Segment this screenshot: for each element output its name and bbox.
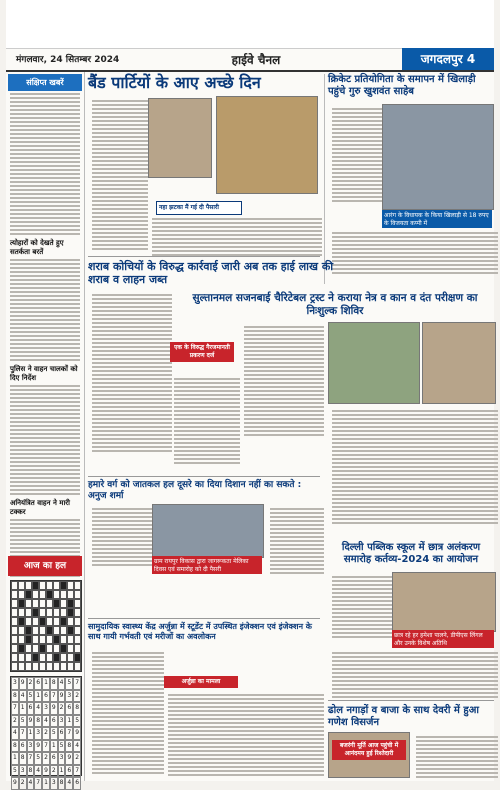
sudoku-cell: 2: [42, 727, 50, 740]
crossword-cell: [60, 590, 67, 599]
crossword-cell: [25, 626, 32, 635]
section-title: हाईवे चैनल: [231, 53, 281, 67]
crossword-cell: [39, 644, 46, 653]
sudoku-cell: 4: [27, 777, 35, 790]
sudoku-cell: 5: [11, 765, 19, 778]
crossword-cell: [18, 608, 25, 617]
sudoku-cell: 7: [50, 690, 58, 703]
crossword-cell: [46, 599, 53, 608]
crossword-cell: [18, 581, 25, 590]
crossword-cell: [74, 662, 81, 671]
crossword-cell: [46, 608, 53, 617]
sudoku-cell: 1: [50, 740, 58, 753]
crossword-cell: [46, 644, 53, 653]
story-anuj-text-col1: [92, 506, 152, 568]
crossword-cell: [32, 644, 39, 653]
section-rule: [88, 256, 320, 257]
sudoku-cell: 3: [65, 690, 73, 703]
sudoku-cell: 1: [27, 727, 35, 740]
sudoku-cell: 7: [19, 727, 27, 740]
sudoku-cell: 4: [19, 690, 27, 703]
crossword-cell: [67, 644, 74, 653]
sudoku-cell: 3: [11, 677, 19, 690]
crossword-cell: [53, 626, 60, 635]
eye-camp-photo-2: [422, 322, 496, 404]
cricket-photo: [382, 104, 494, 210]
brief-text-2: [10, 259, 80, 361]
sudoku-cell: 5: [19, 715, 27, 728]
sudoku-cell: 3: [42, 702, 50, 715]
story-liquor-headline: शराब कोचियों के विरुद्ध कार्रवाई जारी अब तक हाई लाख की शराब व लाहन जब्त: [88, 260, 334, 286]
sudoku-grid: [10, 676, 82, 786]
crossword-cell: [60, 617, 67, 626]
brief-text-1: [10, 93, 80, 235]
sudoku-cell: 6: [73, 777, 81, 790]
crossword-cell: [39, 599, 46, 608]
crossword-cell: [11, 608, 18, 617]
crossword-cell: [60, 608, 67, 617]
sudoku-cell: 9: [27, 715, 35, 728]
crossword-cell: [32, 653, 39, 662]
crossword-cell: [46, 581, 53, 590]
crossword-cell: [46, 635, 53, 644]
sudoku-cell: 1: [42, 777, 50, 790]
crossword-cell: [18, 626, 25, 635]
crossword-cell: [74, 626, 81, 635]
story-dps-text-col2: [332, 650, 498, 700]
crossword-cell: [74, 581, 81, 590]
section-rule-4: [328, 700, 494, 701]
crossword-cell: [74, 599, 81, 608]
crossword-cell: [11, 581, 18, 590]
crossword-cell: [67, 581, 74, 590]
story-health-text-col1: [92, 650, 164, 776]
crossword-cell: [74, 590, 81, 599]
crossword-cell: [11, 599, 18, 608]
sudoku-cell: 4: [58, 677, 66, 690]
crossword-cell: [60, 626, 67, 635]
story-anuj-headline: हमारे वर्ग को जातकल हल दूसरे का दिया दिशान नहीं का सकते : अनुज शर्मा: [88, 480, 302, 501]
sudoku-cell: 8: [58, 777, 66, 790]
crossword-cell: [39, 635, 46, 644]
crossword-cell: [25, 590, 32, 599]
crossword-cell: [60, 635, 67, 644]
crossword-cell: [39, 617, 46, 626]
crossword-cell: [11, 617, 18, 626]
crossword-cell: [25, 662, 32, 671]
sudoku-cell: 5: [73, 715, 81, 728]
sudoku-cell: 3: [19, 765, 27, 778]
crossword-cell: [18, 662, 25, 671]
crossword-cell: [60, 653, 67, 662]
crossword-cell: [53, 608, 60, 617]
puzzle-answer-heading: आज का हल: [8, 556, 82, 576]
sudoku-cell: 9: [34, 740, 42, 753]
crossword-cell: [25, 581, 32, 590]
sudoku-cell: 8: [50, 677, 58, 690]
crossword-cell: [53, 644, 60, 653]
crossword-cell: [11, 635, 18, 644]
dps-caption: छात्र रहे हर हमेशा पालने, डीपीएस लिंगल और उनके विशेष अतिथि: [392, 630, 494, 648]
crossword-cell: [25, 653, 32, 662]
story-dps-headline: दिल्ली पब्लिक स्कूल में छात्र अलंकरण समारोह कर्तव्य-2024 का आयोजन: [341, 542, 481, 565]
story-cricket-headline: क्रिकेट प्रतियोगिता के समापन में खिलाड़ी पहुंचे गुरु खुशवंत साहेब: [328, 74, 476, 97]
crossword-cell: [60, 581, 67, 590]
sudoku-cell: 7: [65, 727, 73, 740]
left-column: [6, 72, 85, 781]
crossword-cell: [18, 653, 25, 662]
sudoku-cell: 4: [11, 727, 19, 740]
sudoku-cell: 8: [65, 740, 73, 753]
sudoku-cell: 2: [58, 702, 66, 715]
crossword-cell: [74, 635, 81, 644]
crossword-cell: [39, 581, 46, 590]
sudoku-cell: 6: [50, 715, 58, 728]
crossword-cell: [67, 635, 74, 644]
sudoku-cell: 6: [34, 677, 42, 690]
crossword-cell: [32, 590, 39, 599]
sudoku-cell: 7: [73, 765, 81, 778]
liquor-highlight-box: एक के विरुद्ध गैरजमानती प्रकरण दर्ज: [170, 342, 234, 362]
top-margin: [6, 0, 494, 49]
crossword-cell: [11, 662, 18, 671]
sudoku-cell: 7: [73, 677, 81, 690]
sudoku-cell: 6: [50, 752, 58, 765]
sudoku-cell: 9: [42, 765, 50, 778]
column-divider: [324, 74, 325, 284]
sudoku-cell: 2: [11, 715, 19, 728]
sudoku-cell: 1: [34, 690, 42, 703]
crossword-cell: [53, 653, 60, 662]
crossword-cell: [67, 653, 74, 662]
crossword-cell: [67, 608, 74, 617]
sudoku-cell: 5: [27, 690, 35, 703]
sudoku-cell: 9: [73, 727, 81, 740]
crossword-cell: [39, 590, 46, 599]
sudoku-cell: 8: [19, 752, 27, 765]
brief-text-3: [10, 385, 80, 495]
brief-news-heading: संक्षिप्त खबरें: [8, 74, 82, 91]
crossword-cell: [32, 617, 39, 626]
sudoku-cell: 3: [34, 727, 42, 740]
sudoku-cell: 4: [42, 715, 50, 728]
crossword-cell: [46, 626, 53, 635]
sudoku-cell: 7: [11, 702, 19, 715]
sudoku-cell: 8: [11, 740, 19, 753]
sudoku-cell: 3: [27, 740, 35, 753]
brief-subheading-1: त्योहारों को देखते हुए सतर्कता बरतें: [10, 239, 64, 256]
sudoku-cell: 1: [42, 677, 50, 690]
sudoku-cell: 9: [65, 752, 73, 765]
crossword-cell: [25, 599, 32, 608]
story-dps-text-col1: [332, 574, 392, 640]
eye-camp-photo-1: [328, 322, 420, 404]
brief-subheading-2: पुलिस ने वाहन चालकों को दिए निर्देश: [10, 365, 78, 382]
crossword-cell: [32, 599, 39, 608]
sudoku-cell: 9: [11, 777, 19, 790]
story-health-text-col2: [168, 692, 324, 778]
dps-photo: [392, 572, 496, 632]
crossword-cell: [11, 644, 18, 653]
sudoku-cell: 6: [19, 740, 27, 753]
newspaper-page: [6, 0, 494, 786]
sudoku-cell: 1: [65, 715, 73, 728]
crossword-cell: [25, 635, 32, 644]
sudoku-cell: 8: [34, 715, 42, 728]
section-rule-3: [88, 618, 320, 619]
crossword-cell: [39, 608, 46, 617]
crossword-cell: [18, 644, 25, 653]
crossword-cell: [46, 590, 53, 599]
sudoku-cell: 6: [65, 765, 73, 778]
sudoku-cell: 6: [42, 690, 50, 703]
section-rule-2: [88, 476, 320, 477]
sudoku-cell: 5: [58, 740, 66, 753]
crossword-cell: [53, 590, 60, 599]
crossword-cell: [46, 617, 53, 626]
crossword-cell: [11, 590, 18, 599]
story-band-text-col1: [92, 98, 148, 252]
crossword-cell: [32, 581, 39, 590]
sudoku-cell: 1: [11, 752, 19, 765]
crossword-grid: [10, 580, 82, 672]
sudoku-cell: 2: [19, 777, 27, 790]
sudoku-cell: 9: [50, 702, 58, 715]
crossword-cell: [39, 626, 46, 635]
issue-date: मंगलवार, 24 सितम्बर 2024: [16, 55, 120, 65]
sudoku-cell: 3: [50, 777, 58, 790]
sudoku-cell: 4: [34, 765, 42, 778]
story-band-parties-headline: बैंड पार्टियों के आए अच्छे दिन: [88, 73, 261, 92]
sudoku-cell: 3: [58, 715, 66, 728]
sudoku-cell: 7: [34, 777, 42, 790]
health-highlight-box: अर्जुन्ना का मामला: [164, 676, 238, 688]
brief-subheading-3: अनियंत्रित वाहन ने मारी टक्कर: [10, 499, 70, 516]
band-cartoon-illustration: [216, 96, 318, 194]
crossword-cell: [25, 608, 32, 617]
story-liquor-text-col2: [174, 376, 240, 466]
crossword-cell: [60, 662, 67, 671]
story-cricket-text-col2: [332, 230, 498, 276]
crossword-cell: [25, 644, 32, 653]
sudoku-cell: 2: [73, 752, 81, 765]
crossword-cell: [67, 599, 74, 608]
sudoku-cell: 8: [11, 690, 19, 703]
cricket-caption: आरंग के विधायक के किया खिलाड़ी से 18 रुपए के विजयता कप्पी में: [382, 210, 492, 228]
sudoku-cell: 6: [58, 727, 66, 740]
sudoku-cell: 8: [73, 702, 81, 715]
sudoku-cell: 5: [34, 752, 42, 765]
sudoku-cell: 6: [27, 702, 35, 715]
sudoku-cell: 4: [73, 740, 81, 753]
crossword-cell: [67, 590, 74, 599]
sudoku-cell: 4: [34, 702, 42, 715]
crossword-cell: [53, 662, 60, 671]
crossword-cell: [67, 626, 74, 635]
sudoku-cell: 2: [42, 752, 50, 765]
sudoku-cell: 2: [27, 677, 35, 690]
sudoku-cell: 9: [58, 690, 66, 703]
crossword-cell: [39, 653, 46, 662]
crossword-cell: [18, 599, 25, 608]
crossword-cell: [11, 653, 18, 662]
band-pull-quote: नहा झटका मैं गई दी पैसारी: [156, 201, 242, 215]
crossword-cell: [18, 590, 25, 599]
story-cricket-text-col1: [332, 106, 382, 204]
crossword-cell: [74, 653, 81, 662]
crossword-cell: [53, 581, 60, 590]
ganesh-highlight-box: बजरंगी मूर्ति आज पहुंची में आनंदमय हुई रिश्तेदारी: [332, 740, 406, 760]
page-badge: जगदलपुर 4: [402, 48, 494, 70]
crossword-cell: [18, 635, 25, 644]
crossword-cell: [67, 662, 74, 671]
crossword-cell: [32, 626, 39, 635]
sudoku-cell: 8: [27, 765, 35, 778]
story-ganesh-text: [416, 734, 498, 780]
masthead: [6, 48, 494, 72]
sudoku-cell: 5: [65, 677, 73, 690]
story-eye-camp-text-col2: [332, 408, 498, 526]
crossword-cell: [60, 644, 67, 653]
crossword-cell: [25, 617, 32, 626]
crossword-cell: [74, 617, 81, 626]
sudoku-cell: 7: [27, 752, 35, 765]
crossword-cell: [53, 635, 60, 644]
crossword-cell: [32, 608, 39, 617]
crossword-cell: [46, 662, 53, 671]
crossword-cell: [67, 617, 74, 626]
story-health-headline: सामुदायिक स्वास्थ्य केंद्र अर्जुन्ना में स्टूडेंट में उपस्थित इंजेक्शन एवं इंजेक्शन के साथ गायी गर्भवती एवं मरीजों का अवलोकन: [88, 622, 312, 641]
crossword-cell: [39, 662, 46, 671]
crossword-cell: [32, 635, 39, 644]
story-eye-camp-text-col1: [244, 324, 324, 438]
crossword-cell: [53, 599, 60, 608]
story-ganesh-headline: ढोल नगाड़ों व बाजा के साथ देवरी में हुआ गणेश विसर्जन: [328, 705, 479, 728]
sudoku-cell: 1: [58, 765, 66, 778]
sudoku-cell: 7: [42, 740, 50, 753]
sudoku-cell: 9: [19, 677, 27, 690]
crossword-cell: [53, 617, 60, 626]
sudoku-cell: 6: [65, 702, 73, 715]
sudoku-cell: 3: [58, 752, 66, 765]
sudoku-cell: 2: [50, 765, 58, 778]
anuj-caption: ग्राम रायपुर विकास द्वारा जागरूकता मेलिका दिवस एवं समारोह को दी पैसरी: [152, 556, 262, 574]
crossword-cell: [46, 653, 53, 662]
sudoku-cell: 1: [19, 702, 27, 715]
story-liquor-text-col1: [92, 292, 172, 454]
sudoku-cell: 4: [65, 777, 73, 790]
story-band-text-col2: [152, 216, 322, 258]
sudoku-cell: 5: [50, 727, 58, 740]
crossword-cell: [60, 599, 67, 608]
crossword-cell: [74, 608, 81, 617]
story-anuj-text-col2: [270, 506, 324, 576]
crossword-cell: [74, 644, 81, 653]
band-photo: [148, 98, 212, 178]
crossword-cell: [11, 626, 18, 635]
crossword-cell: [32, 662, 39, 671]
story-eye-camp-headline: सुल्तानमल सजनबाई चैरिटेबल ट्रस्ट ने कराया नेत्र व कान व दंत परीक्षण का निःशुल्क शिविर: [192, 292, 478, 317]
anuj-photo: [152, 504, 264, 558]
crossword-cell: [18, 617, 25, 626]
sudoku-cell: 2: [73, 690, 81, 703]
